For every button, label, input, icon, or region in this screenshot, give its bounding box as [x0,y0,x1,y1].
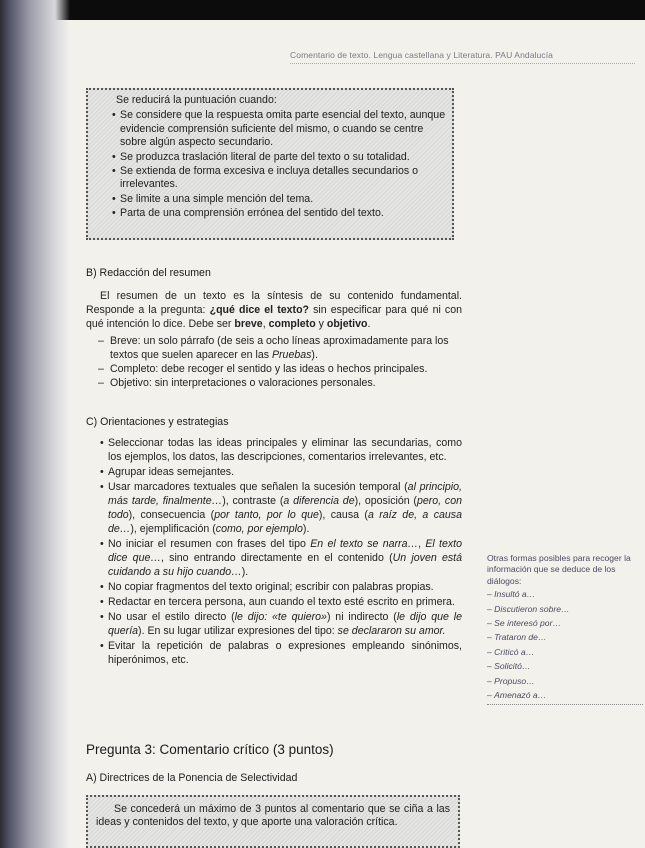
summary-paragraph [86,289,462,331]
list-item: • Se extienda de forma excesiva e incluya detalles secundarios o irrelevantes. [120,165,446,192]
list-item: • Evitar la repetición de palabras o expresiones empleando sinónimos, hiperónimos, etc. [108,639,462,667]
summary-quality-brief: breve [234,318,263,330]
side-note [487,553,643,705]
summary-quality-complete: completo [268,318,316,330]
italic-run: al principio, más tarde, finalmente… [108,481,462,507]
list-item: • Redactar en tercera persona, aun cuando el texto esté escrito en primera. [108,595,462,609]
text-run: ). [241,566,249,578]
italic-run: Un joven está cuidando a su hijo cuando… [108,552,462,578]
text-run: ), oposición ( [354,495,417,507]
strategies-list [86,436,462,667]
text-run: No usar el estilo directo ( [108,611,235,623]
list-item: – Amenazó a… [487,690,643,701]
text-run: , sino entrando directamente en el contenido ( [160,552,393,564]
italic-run: El texto dice que… [108,538,462,564]
summary-text-4: y [315,318,327,330]
list-item: • Parta de una comprensión errónea del sentido del texto. [120,207,446,220]
text-run: , [418,538,426,550]
list-item: • Seleccionar todas las ideas principales y eliminar las secundarias, como los ejemplos, los datos, las descripciones, comentarios irrelevantes, etc. [108,436,462,464]
box-lead: Se reducirá la puntuación cuando: [116,94,277,106]
italic-run: por tanto, por lo que [214,509,319,521]
book-spine-shadow [0,0,70,848]
list-item: • Se considere que la respuesta omita parte esencial del texto, aunque evidencie comprensión suficiente del mismo, o cuando se centre sobre algún aspecto secundario. [120,109,446,149]
italic-run: como, por ejemplo [215,523,303,535]
pregunta-3-title: Pregunta 3: Comentario crítico (3 puntos) [86,742,334,757]
top-dark-border [0,0,645,20]
list-item [108,480,462,536]
critical-comment-box: Se concederá un máximo de 3 puntos al comentario que se ciña a las ideas y contenidos del texto, y que aporte una valoración crítica. [86,795,460,848]
list-item: • Agrupar ideas semejantes. [108,465,462,479]
italic-run: pero, con todo [108,495,462,521]
list-item: • Se limite a una simple mención del tema. [120,193,446,206]
list-item [108,537,462,579]
text-run: ), consecuencia ( [128,509,215,521]
italic-run: En el texto se narra… [310,538,419,550]
side-note-intro: Otras formas posibles para recoger la información que se deduce de los diálogos: [487,553,631,586]
side-note-rule [487,704,643,705]
list-item: – Objetivo: sin interpretaciones o valoraciones personales. [110,376,462,390]
italic-run: se declararon su amor. [337,625,446,637]
text-run: No iniciar el resumen con frases del tipo [108,538,311,550]
text-run: ), contraste ( [222,495,284,507]
text-run: ), causa ( [318,509,368,521]
summary-text-3: , [262,318,269,330]
list-item: – Propuso… [487,676,643,687]
summary-text-2: sin especificar para qué ni con qué intención lo dice. Debe ser [86,304,462,330]
text-run: Usar marcadores textuales que señalen la sucesión temporal ( [108,481,408,493]
list-item: – Trataron de… [487,632,643,643]
list-item: • No copiar fragmentos del texto original; escribir con palabras propias. [108,580,462,594]
summary-qualities-list [86,334,462,390]
section-c [86,415,462,668]
italic-run: a diferencia de [283,495,355,507]
brief-close: ). [311,349,318,361]
list-item [110,334,462,362]
list-item: – Completo: debe recoger el sentido y las ideas o hechos principales. [110,362,462,376]
list-item: – Criticó a… [487,647,643,658]
brief-italic: Pruebas [271,349,312,361]
text-run: ) ni indirecto ( [326,611,397,623]
text-run: ), ejemplificación ( [130,523,216,535]
summary-text-1: El resumen de un texto es la síntesis de su contenido fundamental. Responde a la pregunta: [86,290,462,316]
list-item: – Discutieron sobre… [487,604,643,615]
criteria-list [94,109,446,220]
italic-run: le dijo que le quería [108,611,462,637]
running-head: Comentario de texto. Lengua castellana y Literatura. PAU Andalucía [290,50,635,64]
side-note-list [487,589,643,701]
list-item: • Se produzca traslación literal de parte del texto o su totalidad. [120,151,446,164]
section-c-heading: C) Orientaciones y estrategias [86,416,229,428]
summary-text-5: . [367,318,371,330]
list-item [108,610,462,638]
text-run: ). [302,523,310,535]
brief-text: Breve: un solo párrafo (de seis a ocho líneas aproximadamente para los textos que suelen aparecer en las [110,335,449,361]
text-run: ). En su lugar utilizar expresiones del tipo: [138,625,338,637]
pregunta-3-subheading: A) Directrices de la Ponencia de Selectividad [86,772,298,784]
section-b-heading: B) Redacción del resumen [86,267,211,279]
italic-run: a raíz de, a causa de… [108,509,462,535]
italic-run: le dijo: «te quiero» [234,611,327,623]
list-item: – Se interesó por… [487,618,643,629]
list-item: – Solicitó… [487,661,643,672]
section-b [86,266,462,390]
summary-question: ¿qué dice el texto? [209,304,310,316]
list-item: – Insultó a… [487,589,643,600]
summary-quality-objective: objetivo [326,318,368,330]
scoring-criteria-box [86,88,454,240]
